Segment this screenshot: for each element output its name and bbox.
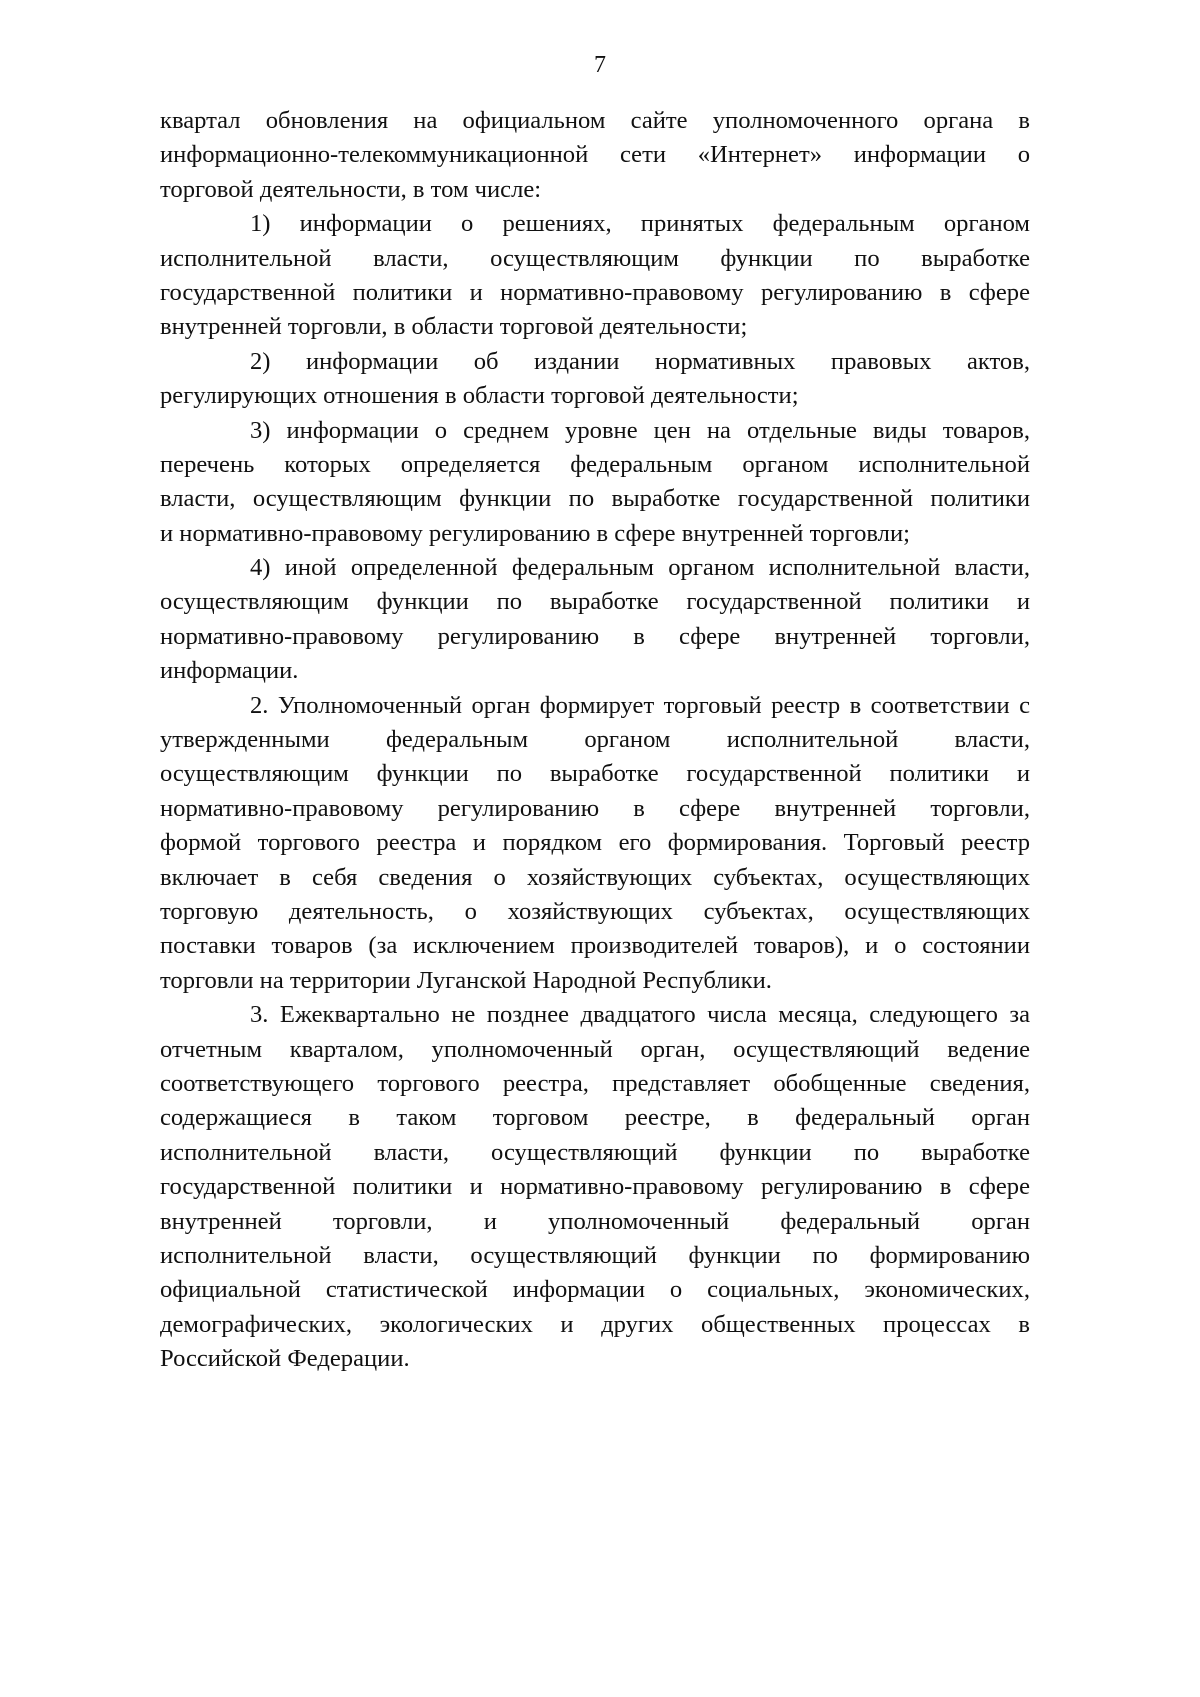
- page-number: 7: [594, 52, 606, 78]
- text-line: 1) информации о решениях, принятых федеральным органом: [250, 210, 1030, 238]
- text-line: демографических, экологических и других общественных процессах в: [160, 1310, 1030, 1338]
- paragraph: [160, 414, 1030, 552]
- text-line: перечень которых определяется федеральным органом исполнительной: [160, 450, 1030, 478]
- document-body: [160, 104, 1030, 1376]
- text-line: отчетным кварталом, уполномоченный орган, осуществляющий ведение: [160, 1035, 1030, 1063]
- text-line: власти, осуществляющим функции по выработке государственной политики: [160, 485, 1030, 513]
- text-line: 3. Ежеквартально не позднее двадцатого числа месяца, следующего за: [250, 1001, 1030, 1029]
- text-line: внутренней торговли, и уполномоченный федеральный орган: [160, 1207, 1030, 1235]
- text-line: формой торгового реестра и порядком его формирования. Торговый реестр: [160, 829, 1030, 857]
- text-line: торговой деятельности, в том числе:: [160, 175, 542, 203]
- text-line: содержащиеся в таком торговом реестре, в федеральный орган: [160, 1104, 1030, 1132]
- text-line: осуществляющим функции по выработке государственной политики и: [160, 588, 1030, 616]
- paragraph: [160, 207, 1030, 345]
- text-line: квартал обновления на официальном сайте уполномоченного органа в: [160, 107, 1030, 134]
- text-line: официальной статистической информации о социальных, экономических,: [160, 1276, 1030, 1304]
- text-line: 2) информации об издании нормативных правовых актов,: [250, 347, 1030, 375]
- text-line: исполнительной власти, осуществляющий функции по формированию: [160, 1241, 1030, 1269]
- text-line: торговли на территории Луганской Народной Республики.: [160, 966, 772, 994]
- paragraph: [160, 345, 1030, 414]
- text-line: внутренней торговли, в области торговой деятельности;: [160, 313, 748, 341]
- text-line: осуществляющим функции по выработке государственной политики и: [160, 760, 1030, 788]
- text-line: включает в себя сведения о хозяйствующих субъектах, осуществляющих: [160, 863, 1030, 891]
- text-line: соответствующего торгового реестра, представляет обобщенные сведения,: [160, 1069, 1030, 1097]
- text-line: нормативно-правовому регулированию в сфере внутренней торговли,: [160, 622, 1030, 650]
- text-line: 3) информации о среднем уровне цен на отдельные виды товаров,: [250, 416, 1030, 444]
- text-line: исполнительной власти, осуществляющий функции по выработке: [160, 1138, 1030, 1166]
- text-line: регулирующих отношения в области торговой деятельности;: [160, 382, 799, 410]
- text-line: Российской Федерации.: [160, 1345, 410, 1373]
- text-line: утвержденными федеральным органом исполнительной власти,: [160, 726, 1030, 754]
- paragraph: [160, 689, 1030, 999]
- text-line: государственной политики и нормативно-правовому регулированию в сфере: [160, 1173, 1030, 1201]
- text-line: исполнительной власти, осуществляющим функции по выработке: [160, 244, 1030, 272]
- paragraph: [160, 998, 1030, 1376]
- text-line: и нормативно-правовому регулированию в сфере внутренней торговли;: [160, 519, 910, 547]
- text-line: 4) иной определенной федеральным органом исполнительной власти,: [250, 554, 1030, 582]
- text-line: нормативно-правовому регулированию в сфере внутренней торговли,: [160, 794, 1030, 822]
- text-line: поставки товаров (за исключением производителей товаров), и о состоянии: [160, 932, 1030, 960]
- text-line: информации.: [160, 657, 299, 685]
- text-line: государственной политики и нормативно-правовому регулированию в сфере: [160, 278, 1030, 306]
- text-line: торговую деятельность, о хозяйствующих субъектах, осуществляющих: [160, 897, 1030, 925]
- paragraph: [160, 551, 1030, 689]
- paragraph: [160, 104, 1030, 207]
- text-line: информационно-телекоммуникационной сети «Интернет» информации о: [160, 141, 1030, 169]
- text-line: 2. Уполномоченный орган формирует торговый реестр в соответствии с: [250, 691, 1030, 719]
